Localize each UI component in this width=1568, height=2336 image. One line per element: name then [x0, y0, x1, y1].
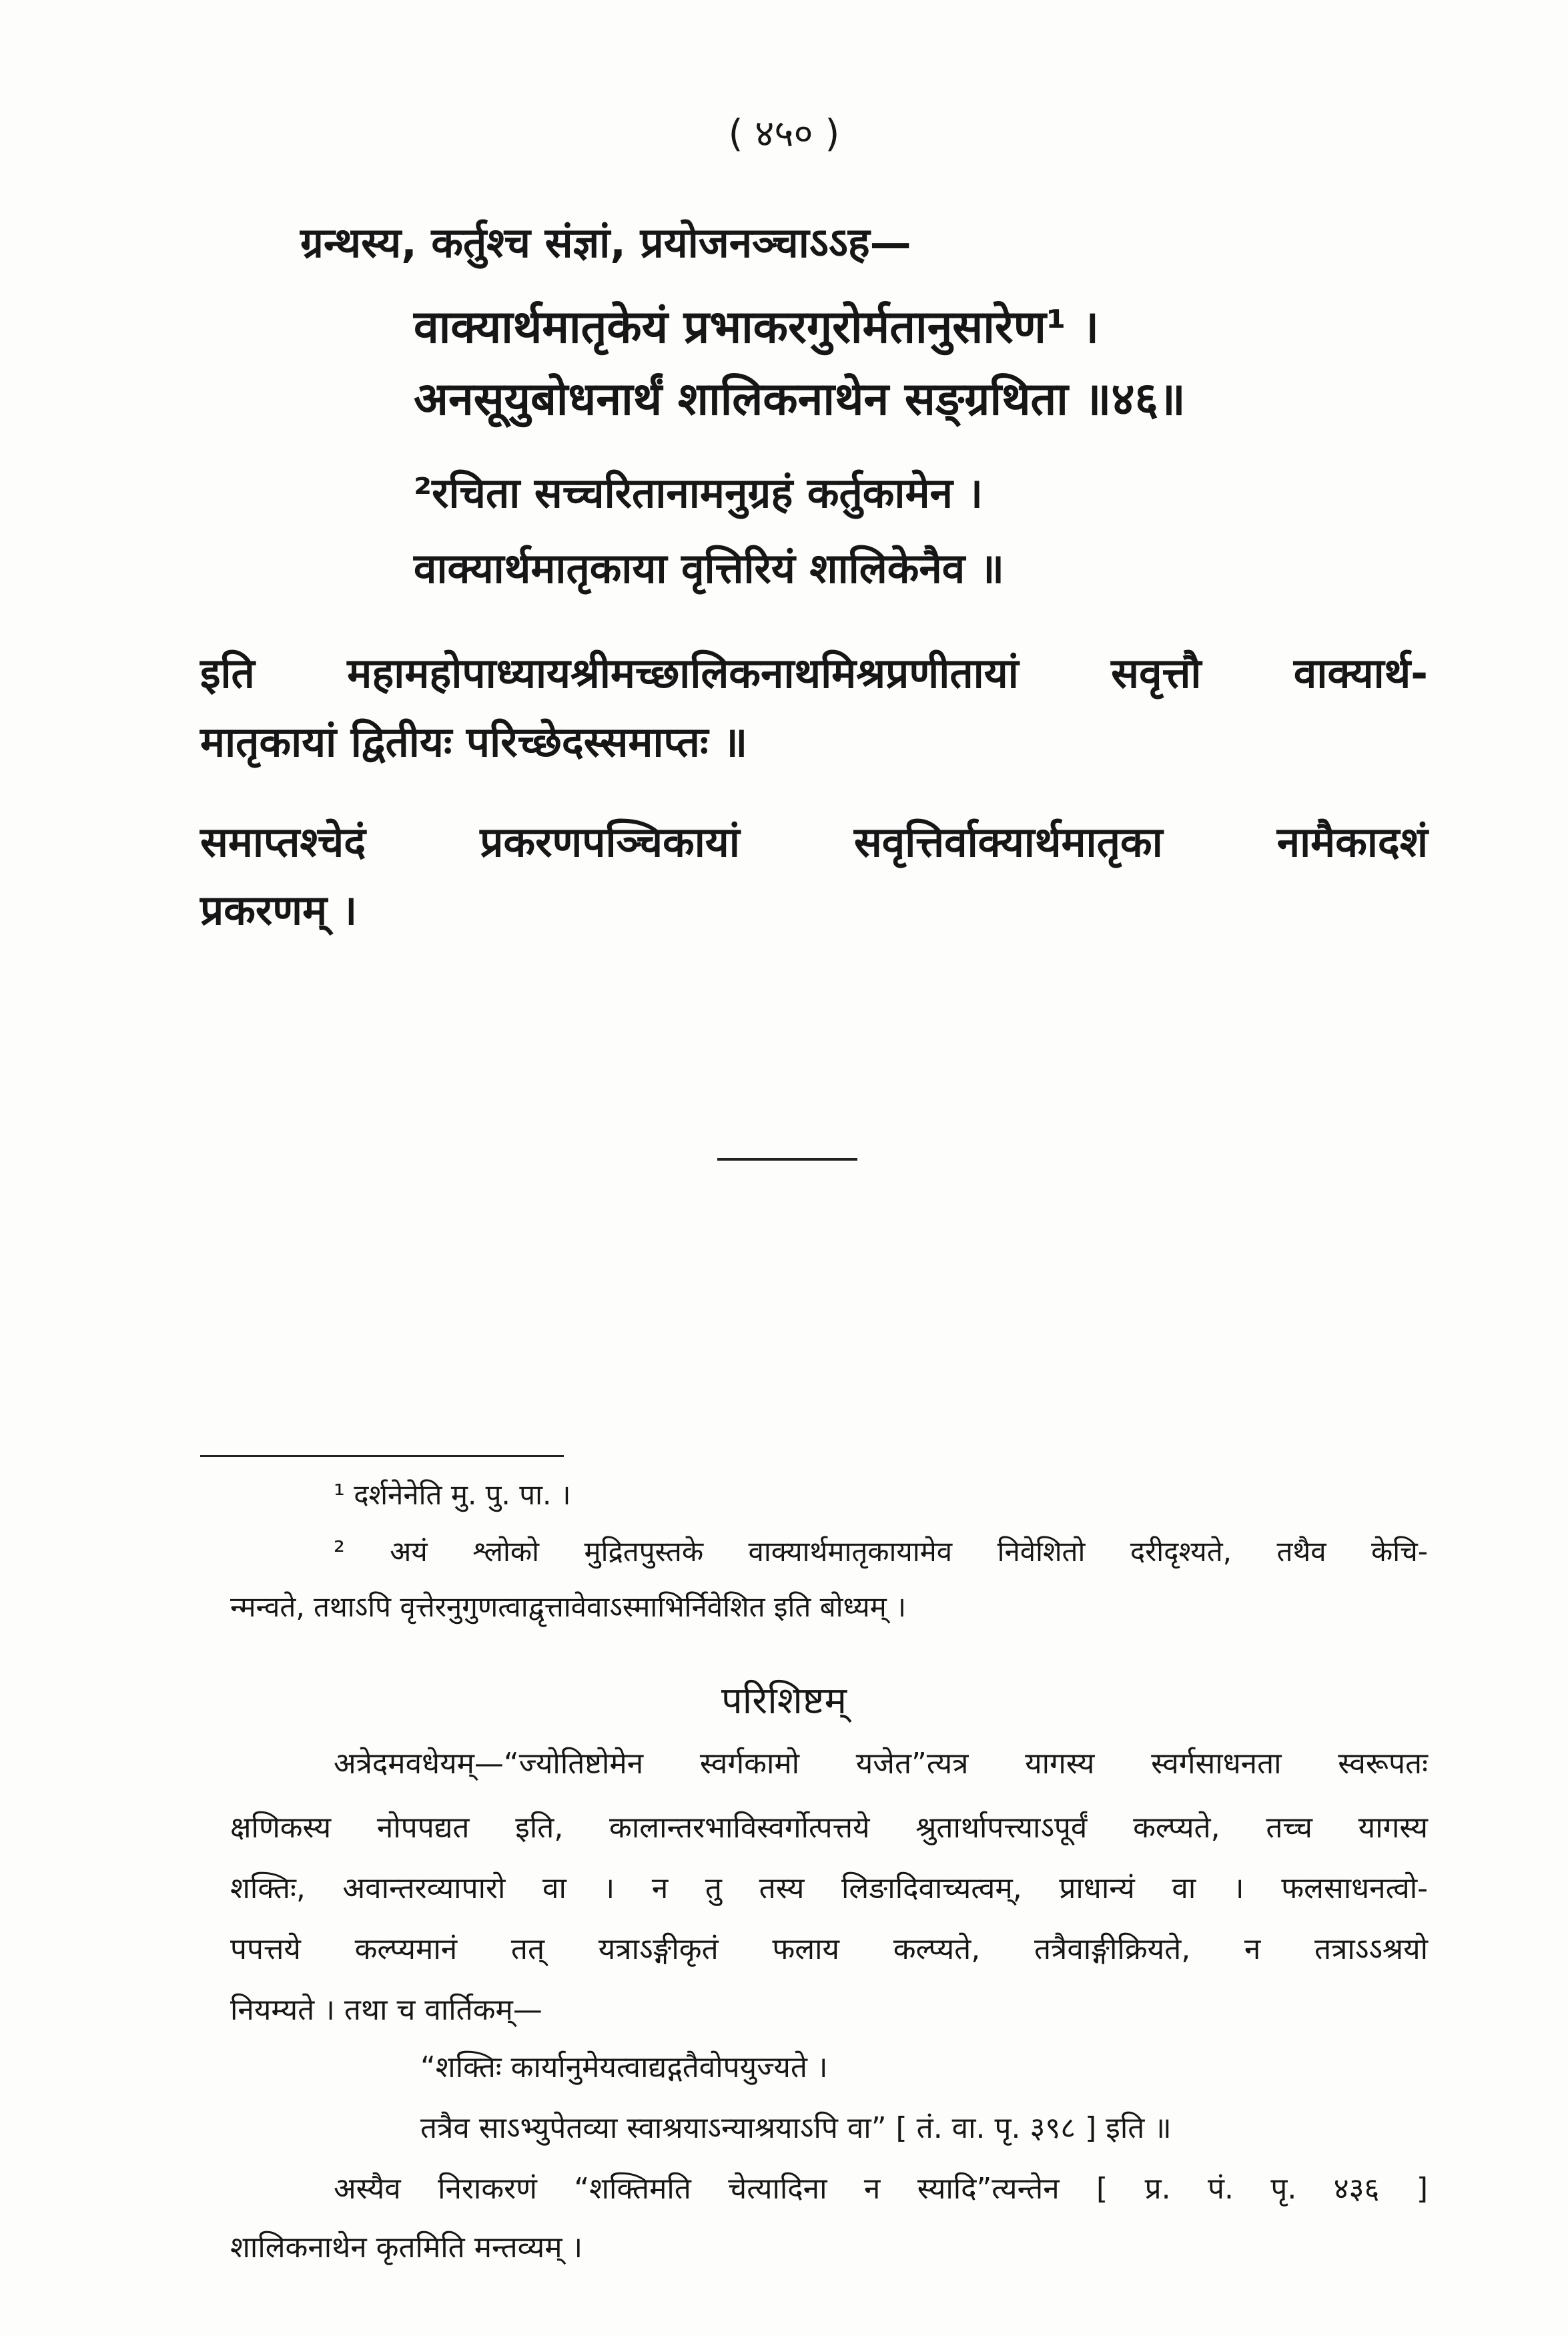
footnote-separator — [200, 1455, 564, 1457]
footnote-line: न्मन्वते, तथाऽपि वृत्तेरनुगुणत्वाद्वृत्तावेवाऽस्माभिर्निवेशित इति बोध्यम् । — [230, 1590, 907, 1623]
appendix-line: नियम्यते । तथा च वार्तिकम्— — [230, 1993, 542, 2027]
appendix-line: अस्यैव निराकरणं “शक्तिमति चेत्यादिना न स्यादि”त्यन्तेन [ प्र. पं. पृ. ४३६ ] — [334, 2172, 1428, 2206]
appendix-line: अत्रेदमवधेयम्—“ज्योतिष्टोमेन स्वर्गकामो यजेत”त्यत्र यागस्य स्वर्गसाधनता स्वरूपतः — [334, 1747, 1428, 1781]
section-end-rule — [717, 1158, 857, 1161]
appendix-line: पपत्तये कल्प्यमानं तत् यत्राऽङ्गीकृतं फलाय कल्प्यते, तत्रैवाङ्गीक्रियते, न तत्राऽऽश्रयो — [230, 1932, 1428, 1966]
colophon-line: समाप्तश्चेदं प्रकरणपञ्चिकायां सवृत्तिर्वाक्यार्थमातृका नामैकादशं — [200, 818, 1428, 866]
appendix-line: क्षणिकस्य नोपपद्यत इति, कालान्तरभाविस्वर्गोत्पत्तये श्रुतार्थापत्त्याऽपूर्वं कल्प्यते, तच्च यागस्य — [230, 1811, 1428, 1845]
appendix-line: शक्तिः, अवान्तरव्यापारो वा । न तु तस्य लिङादिवाच्यत्वम्, प्राधान्यं वा । फलसाधनत्वो- — [230, 1871, 1428, 1906]
appendix-title: परिशिष्टम् — [721, 1679, 847, 1723]
appendix-quote-line: “शक्तिः कार्यानुमेयत्वाद्यद्गतैवोपयुज्यते । — [420, 2050, 828, 2084]
footnote-line: ² अयं श्लोको मुद्रितपुस्तके वाक्यार्थमातृकायामेव निवेशितो दरीदृश्यते, तथैव केचि- — [334, 1535, 1428, 1568]
verse-line: अनसूयुबोधनार्थं शालिकनाथेन सङ्ग्रथिता ॥४६॥ — [414, 373, 1186, 426]
colophon-line: प्रकरणम् । — [200, 886, 358, 934]
footnote-line: ¹ दर्शनेनेति मु. पु. पा. । — [334, 1478, 571, 1511]
verse-line: वाक्यार्थमातृकाया वृत्तिरियं शालिकेनैव ॥ — [414, 544, 1004, 593]
page-number: ( ४५० ) — [728, 112, 840, 156]
verse-line: वाक्यार्थमातृकेयं प्रभाकरगुरोर्मतानुसारेण¹ । — [414, 301, 1100, 354]
colophon-line: मातृकायां द्वितीयः परिच्छेदस्समाप्तः ॥ — [200, 717, 748, 766]
verse-line: ²रचिता सच्चरितानामनुग्रहं कर्तुकामेन । — [414, 469, 984, 517]
appendix-quote-line: तत्रैव साऽभ्युपेतव्या स्वाश्रयाऽन्याश्रयाऽपि वा” [ तं. वा. पृ. ३९८ ] इति ॥ — [420, 2111, 1172, 2145]
colophon-line: इति महामहोपाध्यायश्रीमच्छालिकनाथमिश्रप्रणीतायां सवृत्तौ वाक्यार्थ- — [200, 649, 1428, 697]
appendix-line: शालिकनाथेन कृतमिति मन्तव्यम् । — [230, 2231, 583, 2265]
intro-line: ग्रन्थस्य, कर्तुश्च संज्ञां, प्रयोजनञ्चाऽऽह— — [300, 218, 911, 267]
